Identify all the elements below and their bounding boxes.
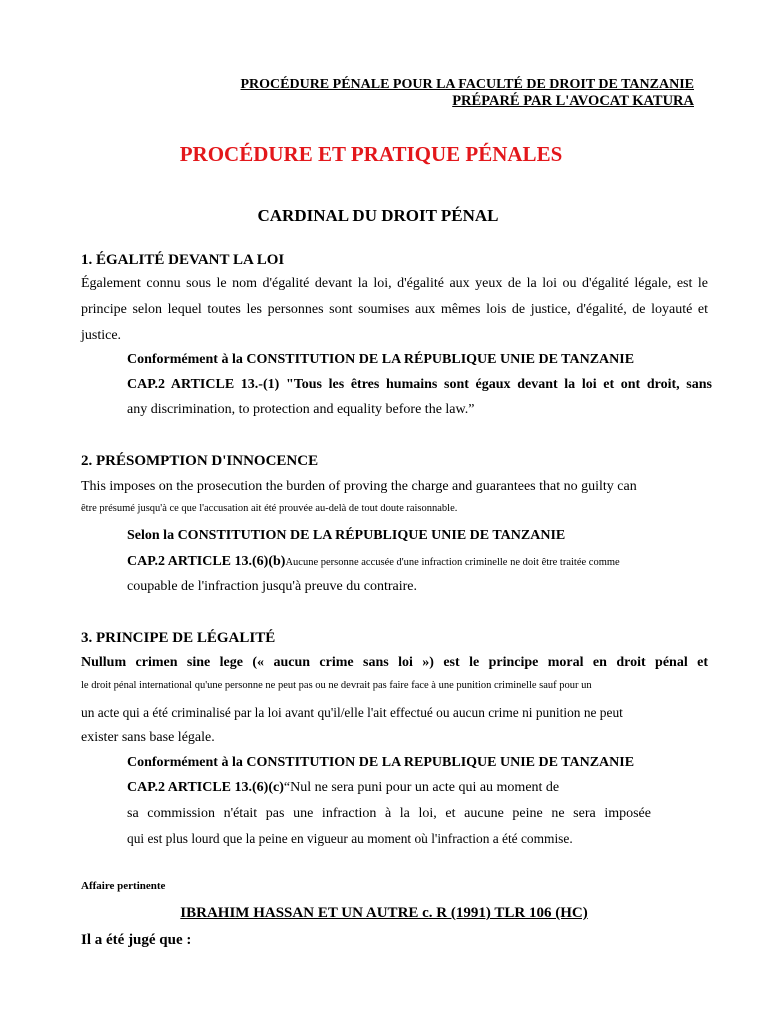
section-2-paragraph-line-1: This imposes on the prosecution the burden of proving the charge and guarantees that no guilty can — [81, 479, 637, 494]
section-2-reference-line-2 — [127, 554, 620, 570]
section-3-reference-line-4: qui est plus lourd que la peine en vigueur au moment où l'infraction a été commise. — [127, 831, 573, 846]
section-2-reference-line-3: coupable de l'infraction jusqu'à preuve du contraire. — [127, 579, 417, 594]
section-1-reference-line-1: Conformément à la CONSTITUTION DE LA RÉPUBLIQUE UNIE DE TANZANIE — [127, 352, 635, 367]
section-1-reference-line-3: any discrimination, to protection and equality before the law.” — [127, 402, 475, 417]
section-3-reference-line-1: Conformément à la CONSTITUTION DE LA REPUBLIQUE UNIE DE TANZANIE — [127, 755, 635, 770]
section-3-reference-line-2 — [127, 780, 559, 796]
section-2-reference-line-1: Selon la CONSTITUTION DE LA RÉPUBLIQUE UNIE DE TANZANIE — [127, 528, 566, 543]
section-1-paragraph-line-2: principe selon lequel toutes les personnes sont soumises aux mêmes lois de justice, d'égalité, de loyauté et — [81, 302, 708, 317]
section-2-article-ref: CAP.2 ARTICLE 13.(6)(b) — [127, 554, 286, 569]
section-3-paragraph-line-4: exister sans base légale. — [81, 730, 215, 745]
section-2-paragraph-line-2: être présumé jusqu'à ce que l'accusation ait été prouvée au-delà de tout doute raisonnable. — [81, 503, 458, 514]
section-1-paragraph-line-1: Également connu sous le nom d'égalité devant la loi, d'égalité aux yeux de la loi ou d'égalité légale, est le — [81, 276, 708, 291]
section-1-heading: 1. ÉGALITÉ DEVANT LA LOI — [81, 252, 285, 268]
case-held: Il a été jugé que : — [81, 932, 192, 948]
header-line-1: PROCÉDURE PÉNALE POUR LA FACULTÉ DE DROIT DE TANZANIE — [240, 77, 694, 92]
section-3-paragraph-line-1: Nullum crimen sine lege (« aucun crime sans loi ») est le principe moral en droit pénal et — [81, 655, 708, 670]
section-3-reference-line-3: sa commission n'était pas une infraction à la loi, et aucune peine ne sera imposée — [127, 806, 651, 821]
section-1-reference-line-2: CAP.2 ARTICLE 13.-(1) "Tous les êtres humains sont égaux devant la loi et ont droit, sans — [127, 377, 712, 392]
section-3-article-ref: CAP.2 ARTICLE 13.(6)(c) — [127, 780, 284, 795]
case-label: Affaire pertinente — [81, 880, 166, 892]
section-2-heading: 2. PRÉSOMPTION D'INNOCENCE — [81, 453, 319, 469]
header-line-2: PRÉPARÉ PAR L'AVOCAT KATURA — [452, 93, 694, 109]
document-title: PROCÉDURE ET PRATIQUE PÉNALES — [179, 142, 563, 166]
section-3-paragraph-line-3: un acte qui a été criminalisé par la loi avant qu'il/elle l'ait effectué ou aucun crime ni punition ne peut — [81, 705, 623, 720]
section-1-paragraph-line-3: justice. — [81, 328, 122, 343]
section-3-article-text: “Nul ne sera puni pour un acte qui au moment de — [283, 780, 560, 795]
section-3-heading: 3. PRINCIPE DE LÉGALITÉ — [81, 630, 276, 646]
section-3-paragraph-line-2: le droit pénal international qu'une personne ne peut pas ou ne devrait pas faire face à une punition criminelle sauf pour un — [81, 680, 592, 691]
document-subtitle: CARDINAL DU DROIT PÉNAL — [257, 206, 499, 225]
case-title: IBRAHIM HASSAN ET UN AUTRE c. R (1991) TLR 106 (HC) — [180, 905, 588, 921]
section-2-article-text: Aucune personne accusée d'une infraction criminelle ne doit être traitée comme — [285, 557, 620, 568]
